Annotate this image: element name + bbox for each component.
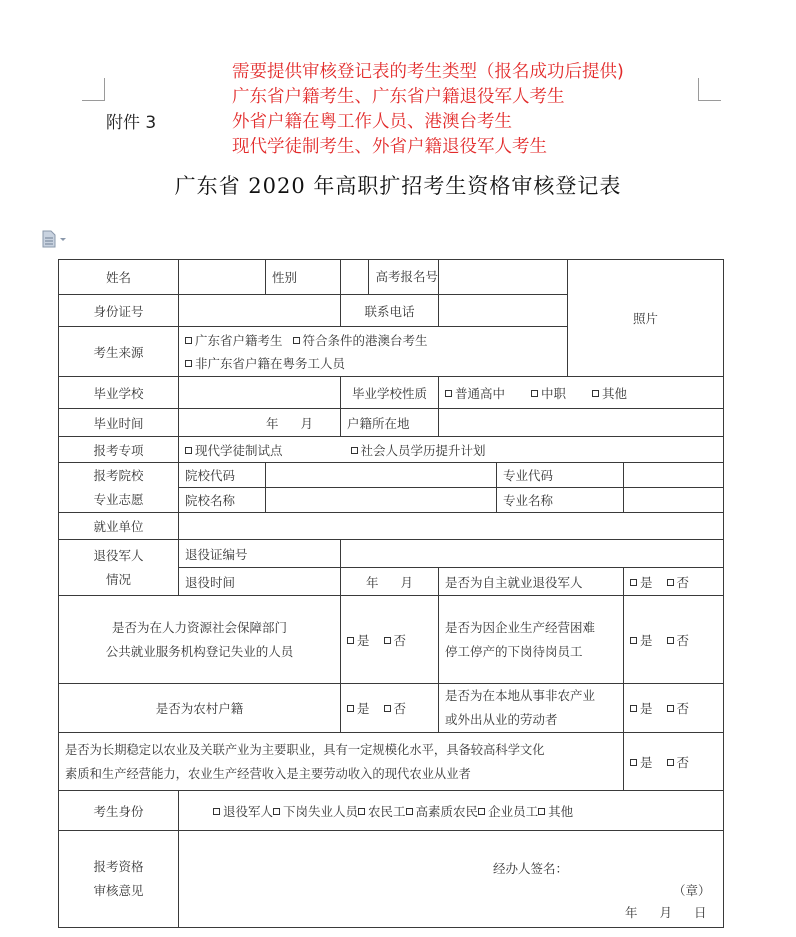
yes-no-options [624,684,724,733]
school-name-label: 院校名称 [179,488,266,513]
yes-no-options [624,596,724,684]
discharge-no-field[interactable] [341,540,724,568]
year-label: 年 [365,574,379,590]
veteran-label-line: 情况 [105,571,131,587]
intent-label-line: 报考院校 [93,467,144,483]
question-line: 是否为因企业生产经营困难 [445,619,596,635]
question-line: 是否为在本地从事非农产业 [445,688,596,703]
gender-field[interactable] [341,260,439,295]
question-line: 停工停产的下岗待岗员工 [445,643,583,659]
question-line: 或外出从业的劳动者 [445,712,558,727]
checkbox[interactable] [384,637,391,644]
checkbox[interactable] [478,808,485,815]
note-line: 广东省户籍考生、广东省户籍退役军人考生 [232,87,565,107]
discharge-time-label: 退役时间 [179,568,341,596]
id-no-label: 身份证号 [59,295,179,327]
day-label: 日 [694,905,707,920]
review-label-line: 报考资格 [93,859,144,874]
checkbox[interactable] [347,637,354,644]
identity-option: 下岗失业人员 [283,803,359,819]
no-label: 否 [393,632,407,648]
month-label: 月 [659,905,673,920]
major-code-field[interactable] [624,463,724,488]
hukou-field[interactable] [439,409,724,437]
note-line: 外省户籍在粤工作人员、港澳台考生 [232,112,512,132]
checkbox[interactable] [406,808,413,815]
special-label: 报考专项 [59,437,179,463]
exam-no-field[interactable] [439,260,568,295]
school-nature-options [439,377,724,409]
date-label [625,903,707,921]
document-icon[interactable] [40,230,68,248]
registration-form [58,259,724,928]
review-field[interactable] [179,831,724,928]
checkbox[interactable] [445,390,452,397]
phone-label: 联系电话 [341,295,439,327]
checkbox[interactable] [630,705,637,712]
school-name-field[interactable] [266,488,497,513]
handler-signature-label: 经办人签名： [493,861,569,876]
laidoff-question [439,596,624,684]
hukou-label: 户籍所在地 [341,409,439,437]
question-line: 素质和生产经营能力，农业生产经营收入是主要劳动收入的现代农业从业者 [65,766,471,781]
intent-label [59,463,179,513]
veteran-label [59,540,179,596]
farmer-question [59,733,624,791]
checkbox[interactable] [667,637,674,644]
employer-field[interactable] [179,513,724,540]
question-line: 公共就业服务机构登记失业的人员 [105,643,294,659]
identity-option: 农民工 [368,803,406,819]
margin-corner-mark [82,78,105,101]
source-option: 非广东省户籍在粤务工人员 [195,355,346,371]
identity-option: 退役军人 [223,803,274,819]
review-label-line: 审核意见 [93,883,144,898]
yes-no-options [341,684,439,733]
yes-no-options [624,733,724,791]
nature-option: 其他 [602,385,628,401]
source-label: 考生来源 [59,327,179,377]
yes-label: 是 [357,701,370,716]
note-line: 现代学徒制考生、外省户籍退役军人考生 [232,137,547,157]
name-field[interactable] [179,260,266,295]
month-label: 月 [400,574,414,590]
yes-label: 是 [640,701,653,716]
grad-time-label: 毕业时间 [59,409,179,437]
no-label: 否 [393,701,407,716]
nature-option: 普通高中 [455,385,506,401]
checkbox[interactable] [630,759,637,766]
source-options [179,327,568,377]
special-options [179,437,724,463]
attachment-label: 附件 3 [106,113,157,133]
form-title: 广东省 2020 年高职扩招考生资格审核登记表 [174,174,622,198]
name-label: 姓名 [59,260,179,295]
checkbox[interactable] [538,808,545,815]
checkbox[interactable] [592,390,599,397]
discharge-time-field[interactable] [341,568,439,596]
employer-label: 就业单位 [59,513,179,540]
year-label: 年 [625,905,638,920]
yes-no-options [624,568,724,596]
question-line: 是否为长期稳定以农业及关联产业为主要职业，具有一定规模化水平，具备较高科学文化 [65,742,545,757]
major-code-label: 专业代码 [497,463,624,488]
checkbox[interactable] [667,759,674,766]
school-code-label: 院校代码 [179,463,266,488]
identity-option: 高素质农民 [415,803,479,819]
grad-time-field[interactable] [179,409,341,437]
source-option: 符合条件的港澳台考生 [302,332,428,348]
no-label: 否 [676,574,690,590]
checkbox[interactable] [630,579,637,586]
grad-school-label: 毕业学校 [59,377,179,409]
yes-label: 是 [357,632,370,648]
checkbox[interactable] [351,447,358,454]
self-employed-label: 是否为自主就业退役军人 [439,568,624,596]
nonfarm-question [439,684,624,733]
margin-corner-mark [698,78,721,101]
source-option: 广东省户籍考生 [195,332,283,348]
no-label: 否 [676,754,690,770]
special-option: 现代学徒制试点 [195,442,283,458]
note-line: 需要提供审核登记表的考生类型（报名成功后提供) [232,62,624,82]
identity-label: 考生身份 [59,791,179,831]
checkbox[interactable] [293,337,300,344]
gender-label: 性别 [266,260,341,295]
yes-label: 是 [640,574,653,590]
checkbox[interactable] [531,390,538,397]
school-code-field[interactable] [266,463,497,488]
checkbox[interactable] [347,705,354,712]
yes-label: 是 [640,632,653,648]
major-name-field[interactable] [624,488,724,513]
no-label: 否 [676,701,690,716]
checkbox[interactable] [667,579,674,586]
id-no-field[interactable] [179,295,341,327]
year-label: 年 [265,415,279,431]
identity-option: 企业员工 [488,803,539,819]
phone-field[interactable] [439,295,568,327]
checkbox[interactable] [213,808,220,815]
no-label: 否 [676,632,690,648]
checkbox[interactable] [185,447,192,454]
seal-label: （章） [673,883,711,898]
identity-option: 其他 [548,803,574,819]
yes-no-options [341,596,439,684]
checkbox[interactable] [630,637,637,644]
grad-school-field[interactable] [179,377,341,409]
checkbox[interactable] [185,360,192,367]
unemployed-question [59,596,341,684]
veteran-label-line: 退役军人 [93,547,144,563]
yes-label: 是 [640,754,653,770]
rural-question: 是否为农村户籍 [59,684,341,733]
red-notes [232,60,624,160]
checkbox[interactable] [384,705,391,712]
nature-option: 中职 [541,385,567,401]
special-option: 社会人员学历提升计划 [360,442,486,458]
checkbox[interactable] [185,337,192,344]
checkbox[interactable] [667,705,674,712]
photo-box[interactable]: 照片 [568,260,724,377]
review-label [59,831,179,928]
major-name-label: 专业名称 [497,488,624,513]
identity-options [179,791,724,831]
checkbox[interactable] [273,808,280,815]
discharge-no-label: 退役证编号 [179,540,341,568]
question-line: 是否为在人力资源社会保障部门 [111,619,287,635]
school-nature-label: 毕业学校性质 [341,377,439,409]
month-label: 月 [300,415,314,431]
exam-no-label: 高考报名号 [375,269,438,284]
checkbox[interactable] [358,808,365,815]
intent-label-line: 专业志愿 [93,491,144,507]
